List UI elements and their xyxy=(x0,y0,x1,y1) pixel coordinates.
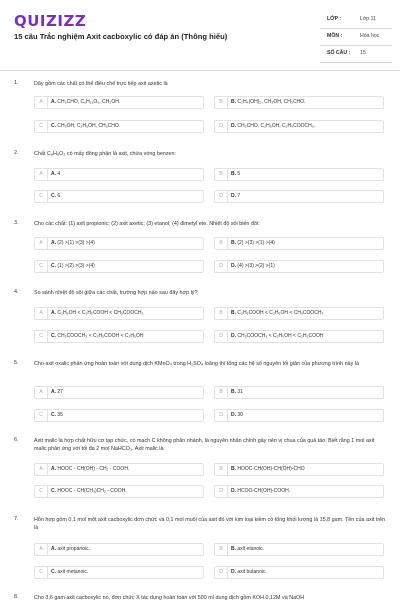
option-label: C. xyxy=(51,569,56,575)
option-letter: B xyxy=(215,544,228,555)
option-body: C₂H₅OH < C₂H₅COOH < CH₃COOCH₃ xyxy=(57,310,144,316)
option-letter: D xyxy=(215,486,228,497)
option-label: A. xyxy=(51,240,56,246)
question-text: Cho các chất: (1) axit propionic; (2) axit axetic; (3) etanol; (4) đimetyl ete. Nhiệt độ sôi biến đổi: xyxy=(34,221,260,227)
question-text: Chất C₈H₈O₂ có mấy đồng phân là axit, chứa vòng benzen: xyxy=(34,151,177,157)
option-text xyxy=(231,544,264,555)
option-letter: D xyxy=(215,261,228,272)
option-a[interactable] xyxy=(34,543,204,556)
option-letter: B xyxy=(215,169,228,180)
option-text xyxy=(51,121,120,132)
option-label: B. xyxy=(231,310,236,316)
question-number: 8. xyxy=(14,594,19,600)
option-label: D. xyxy=(231,193,236,199)
option-body: CH₃COOCH₃ < C₂H₅OH < C₂H₅COOH xyxy=(237,333,324,339)
page-header xyxy=(0,0,400,64)
question-text: Cho 3,6 gam axit cacboxylic no, đơn chức X tác dụng hoàn toàn với 500 ml dung dịch gồm KOH 0,12M và NaOH xyxy=(34,595,305,601)
option-label: D. xyxy=(231,569,236,575)
option-label: B. xyxy=(231,99,236,105)
question-text: Dãy gồm các chất có thể điều chế trực tiếp axit axetic là xyxy=(34,81,168,87)
option-b[interactable] xyxy=(214,168,384,181)
option-letter: B xyxy=(215,97,228,108)
option-body: (1) >(2) >(3) >(4) xyxy=(57,263,95,269)
option-text xyxy=(231,567,267,578)
option-text xyxy=(231,331,324,342)
option-body: 7 xyxy=(237,193,241,199)
option-text xyxy=(231,308,324,319)
option-d[interactable] xyxy=(214,409,384,422)
option-text xyxy=(231,238,275,249)
question-number: 4. xyxy=(14,289,19,295)
option-text xyxy=(231,191,240,202)
option-a[interactable] xyxy=(34,463,204,476)
meta-row-grade xyxy=(320,12,392,29)
option-letter: A xyxy=(35,308,48,319)
question-text: Axit malic là hợp chất hữu cơ tạp chức, có mạch C không phân nhánh, là nguyên nhân chính gây nên vị chua của quả táo. Biết rằng 1 mol axit malic phản ứng với tối đa 2 mol NaHCO₃. Axit malic là xyxy=(34,438,375,452)
option-label: A. xyxy=(51,546,56,552)
option-text xyxy=(51,238,95,249)
option-text xyxy=(231,410,243,421)
meta-value: Lớp 11 xyxy=(360,16,376,22)
option-letter: A xyxy=(35,464,48,475)
option-c[interactable] xyxy=(34,485,204,498)
option-body: CH₃COOCH₃ < C₂H₅COOH < C₂H₅OH xyxy=(57,333,144,339)
meta-key: MÔN : xyxy=(327,33,343,39)
option-body: CH₃CHO, C₆H₁₂O₆, CH₃OH. xyxy=(57,99,121,105)
option-c[interactable] xyxy=(34,260,204,273)
option-label: C. xyxy=(51,333,56,339)
option-letter: C xyxy=(35,261,48,272)
option-letter: C xyxy=(35,410,48,421)
meta-row-count xyxy=(320,46,392,63)
option-body: CH₃OH, C₂H₅OH, CH₃CHO. xyxy=(57,123,121,129)
question-number: 3. xyxy=(14,220,19,226)
option-label: C. xyxy=(51,193,56,199)
question-number: 5. xyxy=(14,360,19,366)
question-text: So sánh nhiệt độ sôi giữa các chất, trường hợp nào sau đây hợp lý? xyxy=(34,290,198,296)
option-text xyxy=(231,387,243,398)
option-body: axit butanoic. xyxy=(237,569,267,575)
option-text xyxy=(51,261,95,272)
option-label: C. xyxy=(51,263,56,269)
question-number: 7. xyxy=(14,516,19,522)
option-body: HCOO-CH(OH)-COOH. xyxy=(237,488,291,494)
option-d[interactable] xyxy=(214,190,384,203)
meta-value: Hóa học xyxy=(360,33,380,39)
option-label: D. xyxy=(231,333,236,339)
option-body: CH₃CHO, C₂H₅OH, C₂H₅COOCH₃. xyxy=(237,123,316,129)
option-body: 5 xyxy=(237,171,241,177)
option-a[interactable] xyxy=(34,307,204,320)
option-body: C₂H₄(OH)₂, CH₃OH, CH₃CHO. xyxy=(237,99,306,105)
option-a[interactable] xyxy=(34,237,204,250)
question-text: Cho axit oxalic phản ứng hoàn toàn với dung dịch KMnO₄ trong H₂SO₄ loãng thì tổng các hệ số nguyên tối giản của phương trình này là xyxy=(34,361,359,367)
option-body: (2) >(3) >(1) >(4) xyxy=(237,240,275,246)
option-letter: D xyxy=(215,410,228,421)
option-label: B. xyxy=(231,546,236,552)
option-text xyxy=(51,97,120,108)
option-body: (4) >(3) >(2) >(1) xyxy=(237,263,275,269)
option-letter: D xyxy=(215,331,228,342)
option-label: A. xyxy=(51,389,56,395)
option-text xyxy=(51,544,90,555)
option-label: A. xyxy=(51,310,56,316)
option-d[interactable] xyxy=(214,120,384,133)
option-letter: C xyxy=(35,121,48,132)
option-label: C. xyxy=(51,412,56,418)
option-a[interactable] xyxy=(34,96,204,109)
option-label: A. xyxy=(51,99,56,105)
option-text xyxy=(231,97,305,108)
option-letter: A xyxy=(35,387,48,398)
option-label: B. xyxy=(231,389,236,395)
option-letter: D xyxy=(215,567,228,578)
option-label: B. xyxy=(231,466,236,472)
document-title: 15 câu Trắc nghiệm Axit cacboxylic có đáp án (Thông hiểu) xyxy=(14,32,228,41)
quizizz-logo: QUIZIZZ xyxy=(14,12,87,30)
option-text xyxy=(231,121,315,132)
option-b[interactable] xyxy=(214,386,384,399)
option-c[interactable] xyxy=(34,120,204,133)
option-text xyxy=(51,387,63,398)
question-text: Hỗn hợp gồm 0,1 mol một axit cacboxylic đơn chức và 0,1 mol muối của axit đó với kim loại kiềm có tổng khối lượng là 15,8 gam. Tên của axit trên là xyxy=(34,517,386,531)
option-body: axit propanoic. xyxy=(57,546,90,552)
option-b[interactable] xyxy=(214,463,384,476)
option-d[interactable] xyxy=(214,330,384,343)
option-label: D. xyxy=(231,263,236,269)
option-label: B. xyxy=(231,171,236,177)
option-body: 30 xyxy=(237,412,243,418)
option-text xyxy=(51,464,129,475)
option-letter: A xyxy=(35,544,48,555)
option-letter: C xyxy=(35,331,48,342)
option-text xyxy=(231,464,305,475)
option-c[interactable] xyxy=(34,566,204,579)
option-body: HOOC - CH(CH₃)CH₂ - COOH. xyxy=(57,488,127,494)
option-b[interactable] xyxy=(214,543,384,556)
option-text xyxy=(51,331,144,342)
option-letter: A xyxy=(35,238,48,249)
option-d[interactable] xyxy=(214,260,384,273)
option-body: 35 xyxy=(57,412,63,418)
option-letter: C xyxy=(35,567,48,578)
option-label: B. xyxy=(231,240,236,246)
option-letter: D xyxy=(215,191,228,202)
option-label: C. xyxy=(51,123,56,129)
option-body: C₂H₅COOH < C₂H₅OH < CH₃COOCH₃ xyxy=(237,310,324,316)
option-letter: D xyxy=(215,121,228,132)
option-text xyxy=(231,261,275,272)
option-body: HOOC - CH(OH) - CH₂ - COOH. xyxy=(57,466,130,472)
option-label: A. xyxy=(51,171,56,177)
option-label: D. xyxy=(231,123,236,129)
question-number: 6. xyxy=(14,437,19,443)
option-d[interactable] xyxy=(214,485,384,498)
option-text xyxy=(51,486,127,497)
option-body: axit etanoic. xyxy=(237,546,265,552)
option-body: 27 xyxy=(57,389,63,395)
meta-panel xyxy=(320,12,392,63)
option-label: C. xyxy=(51,488,56,494)
question-number: 2. xyxy=(14,150,19,156)
option-c[interactable] xyxy=(34,190,204,203)
option-letter: B xyxy=(215,238,228,249)
option-c[interactable] xyxy=(34,409,204,422)
meta-key: LỚP : xyxy=(327,16,342,22)
option-d[interactable] xyxy=(214,566,384,579)
meta-value: 15 xyxy=(360,50,366,56)
option-label: A. xyxy=(51,466,56,472)
option-c[interactable] xyxy=(34,330,204,343)
option-body: 31 xyxy=(237,389,243,395)
option-letter: B xyxy=(215,308,228,319)
meta-key: SỐ CÂU : xyxy=(327,50,351,56)
option-letter: A xyxy=(35,97,48,108)
option-body: HOOC-CH(OH)-CH(OH)-CHO xyxy=(237,466,305,472)
option-text xyxy=(51,410,63,421)
option-body: axit metanoic. xyxy=(57,569,89,575)
option-letter: B xyxy=(215,464,228,475)
option-body: 4 xyxy=(57,171,61,177)
option-b[interactable] xyxy=(214,307,384,320)
option-text xyxy=(51,308,144,319)
option-text xyxy=(51,169,60,180)
option-text xyxy=(51,567,88,578)
option-body: (2) >(1) >(3) >(4) xyxy=(57,240,95,246)
option-a[interactable] xyxy=(34,386,204,399)
question-number: 1. xyxy=(14,80,19,86)
option-label: D. xyxy=(231,412,236,418)
option-body: 6 xyxy=(57,193,61,199)
meta-row-subject xyxy=(320,29,392,46)
option-letter: C xyxy=(35,486,48,497)
option-b[interactable] xyxy=(214,96,384,109)
option-letter: B xyxy=(215,387,228,398)
option-letter: A xyxy=(35,169,48,180)
option-a[interactable] xyxy=(34,168,204,181)
option-text xyxy=(231,486,290,497)
option-label: D. xyxy=(231,488,236,494)
option-text xyxy=(231,169,240,180)
option-b[interactable] xyxy=(214,237,384,250)
option-text xyxy=(51,191,60,202)
header-divider xyxy=(0,70,400,71)
option-letter: C xyxy=(35,191,48,202)
